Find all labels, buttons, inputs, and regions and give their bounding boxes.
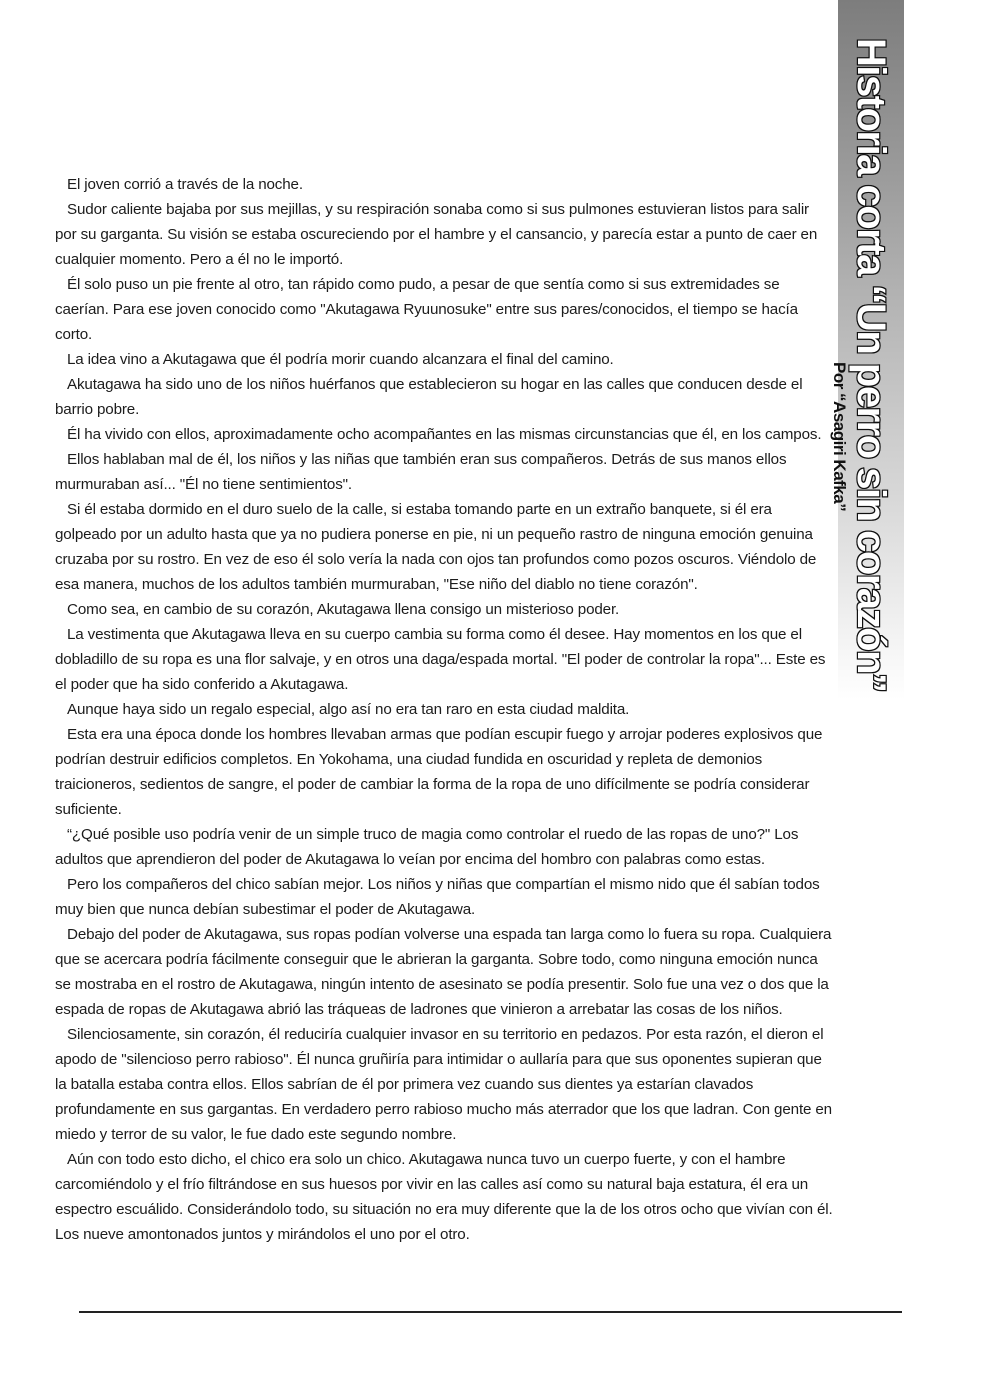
paragraph: Silenciosamente, sin corazón, él reduciría cualquier invasor en su territorio en pedazos. Por esta razón, el dieron el apodo de "silencioso perro rabioso". Él nunca gruñiría para intimidar o aullaría para que sus oponentes supieran que la batalla estaba contra ellos. Ellos sabrían de él por primera vez cuando sus dientes ya estarían clavados profundamente en sus gargantas. En verdadero perro rabioso mucho más aterrador que los que ladran. Con gente en miedo y terror de su valor, le fue dado este segundo nombre. (55, 1026, 832, 1143)
paragraph: Si él estaba dormido en el duro suelo de la calle, si estaba tomando parte en un extraño banquete, si él era golpeado por un adulto hasta que ya no pudiera ponerse en pie, ni un pequeño rastro de ninguna emoción genuina cruzaba por su rostro. En vez de eso él solo vería la nada con ojos tan profundos como pozos oscuros. Viéndolo de esa manera, muchos de los adultos también murmuraban, "Ese niño del diablo no tiene corazón". (55, 501, 817, 593)
paragraph: Akutagawa ha sido uno de los niños huérfanos que establecieron su hogar en las calles que conducen desde el barrio pobre. (55, 376, 803, 418)
story-body (55, 172, 833, 1247)
paragraph: Como sea, en cambio de su corazón, Akutagawa llena consigo un misterioso poder. (67, 601, 620, 618)
paragraph: Él solo puso un pie frente al otro, tan rápido como pudo, a pesar de que sentía como si sus extremidades se caerían. Para ese joven conocido como "Akutagawa Ryuunosuke" entre sus pares/conocidos, el tiempo se hacía corto. (55, 276, 798, 343)
paragraph: Ellos hablaban mal de él, los niños y las niñas que también eran sus compañeros. Detrás de sus manos ellos murmuraban así... "Él no tiene sentimientos". (55, 451, 787, 493)
paragraph: El joven corrió a través de la noche. (67, 176, 303, 193)
paragraph: “¿Qué posible uso podría venir de un simple truco de magia como controlar el ruedo de las ropas de uno?" Los adultos que aprendieron del poder de Akutagawa lo veían por encima del hombro con palabras como estas. (55, 826, 799, 868)
paragraph: Esta era una época donde los hombres llevaban armas que podían escupir fuego y arrojar poderes explosivos que podrían destruir edificios completos. En Yokohama, una ciudad fundida en oscuridad y repleta de demonios traicioneros, sedientos de sangre, el poder de cambiar la forma de la ropa de uno difícilmente se podría considerar suficiente. (55, 726, 823, 818)
bottom-divider (79, 1311, 902, 1313)
paragraph: La idea vino a Akutagawa que él podría morir cuando alcanzara el final del camino. (67, 351, 614, 368)
paragraph: Aún con todo esto dicho, el chico era solo un chico. Akutagawa nunca tuvo un cuerpo fuerte, y con el hambre carcomiéndolo y el frío filtrándose en sus huesos por vivir en las calles así como su natural baja estatura, él era un espectro escuálido. Considerándolo todo, su situación no era muy diferente que la de los otros ocho que vivían con él. Los nueve amontonados juntos y mirándolos el uno por el otro. (55, 1151, 833, 1243)
story-byline: Por “Asagiri Kafka” (830, 362, 849, 512)
paragraph: Debajo del poder de Akutagawa, sus ropas podían volverse una espada tan larga como lo fuera su ropa. Cualquiera que se acercara podría fácilmente conseguir que le abrieran la garganta. Sobre todo, como ninguna emoción nunca se mostraba en el rostro de Akutagawa, ningún intento de asesinato se podía presentir. Solo fue una vez o dos que la espada de ropas de Akutagawa abrió las tráqueas de ladrones que vinieron a arrebatar las cosas de los niños. (55, 926, 832, 1018)
paragraph: Pero los compañeros del chico sabían mejor. Los niños y niñas que compartían el mismo nido que él sabían todos muy bien que nunca debían subestimar el poder de Akutagawa. (55, 876, 820, 918)
story-title: Historia corta “Un perro sin corazón” (849, 38, 893, 692)
paragraph: Aunque haya sido un regalo especial, algo así no era tan raro en esta ciudad maldita. (67, 701, 630, 718)
paragraph: Él ha vivido con ellos, aproximadamente ocho acompañantes en las mismas circunstancias que él, en los campos. (67, 426, 822, 443)
paragraph: Sudor caliente bajaba por sus mejillas, y su respiración sonaba como si sus pulmones estuvieran listos para salir por su garganta. Su visión se estaba oscureciendo por el hambre y el cansancio, y parecía estar a punto de caer en cualquier momento. Pero a él no le importó. (55, 201, 818, 268)
paragraph: La vestimenta que Akutagawa lleva en su cuerpo cambia su forma como él desee. Hay momentos en los que el dobladillo de su ropa es una flor salvaje, y en otros una daga/espada mortal. "El poder de controlar la ropa"... Este es el poder que ha sido conferido a Akutagawa. (55, 626, 826, 693)
